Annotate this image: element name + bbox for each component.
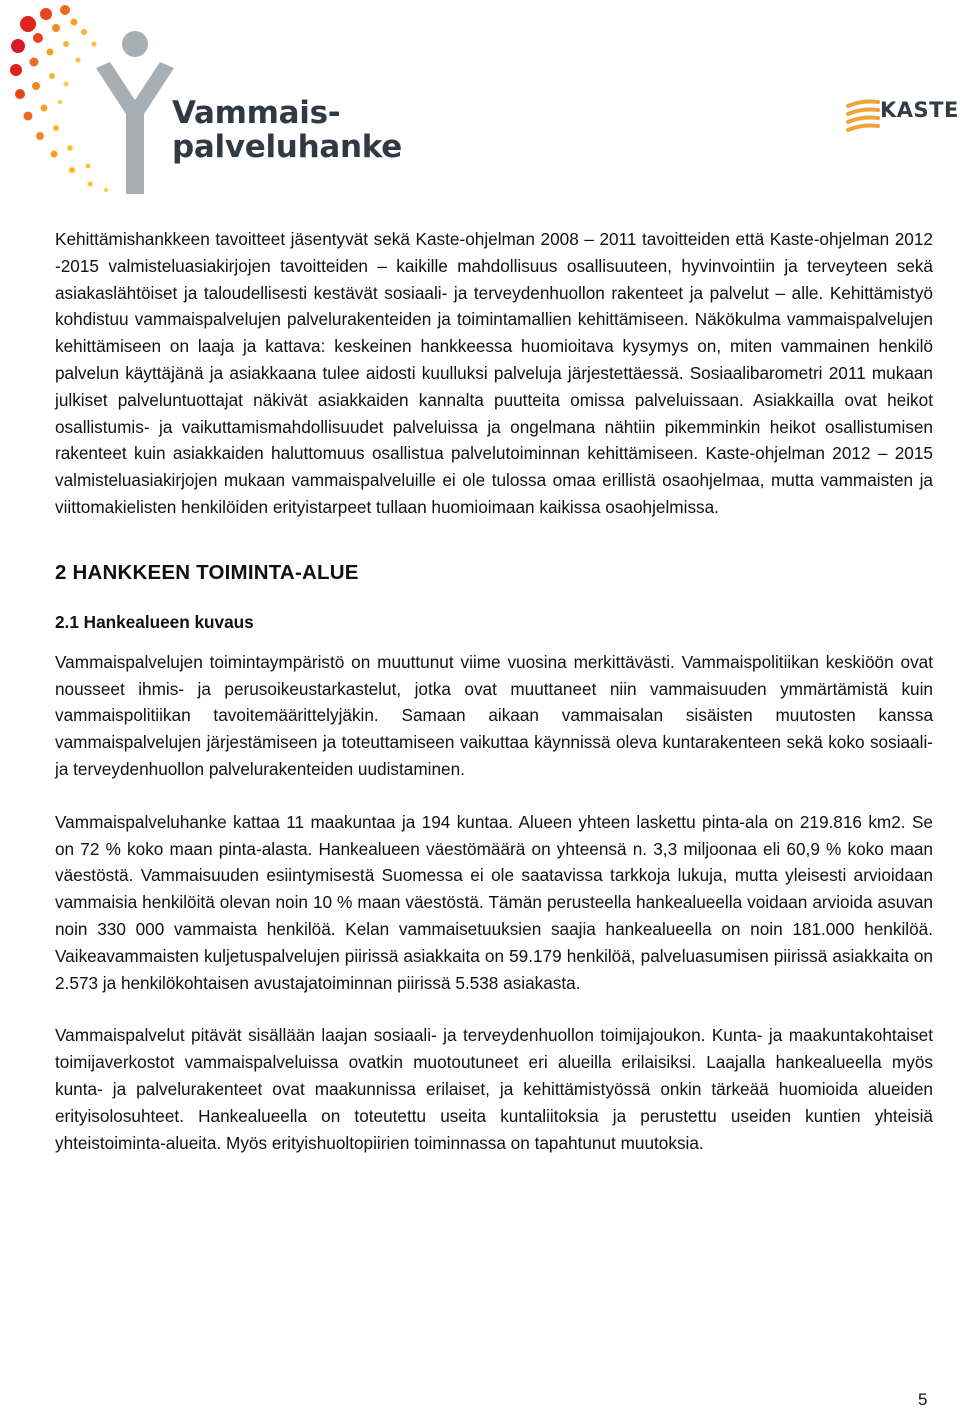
page-header (0, 0, 960, 200)
logo-line2: palveluhanke (172, 129, 402, 165)
kaste-logo (846, 96, 960, 136)
kaste-stripes-icon (846, 96, 880, 136)
section-heading: 2 HANKKEEN TOIMINTA-ALUE (55, 560, 359, 584)
document-body (55, 226, 933, 1156)
subsection-heading: 2.1 Hankealueen kuvaus (55, 611, 254, 632)
kaste-wordmark: KASTE (880, 98, 959, 122)
logo-person-icon (96, 31, 174, 194)
body-paragraph-2: Vammaispalveluhanke kattaa 11 maakuntaa ja 194 kuntaa. Alueen yhteen laskettu pinta-ala on 219.816 km2. Se on 72 % koko maan pinta-alasta. Hankealueen väestömäärä on yhteensä n. 3,3 miljoonaa eli 60,9 % koko maan väestöstä. Vammaisuuden esiintymisestä Suomessa ei ole saatavissa tarkkoja lukuja, mutta yleisesti arvioidaan vammaisia henkilöitä olevan noin 10 % maan väestöstä. Tämän perusteella hankealueella voidaan arvioida asuvan noin 330 000 vammaista henkilöä. Kelan vammaisetuuksien saajia hankealueella on noin 181.000 henkilöä. Vaikeavammaisten kuljetuspalvelujen piirissä asiakkaita on 59.179 henkilöä, palveluasumisen piirissä asiakkaita on 2.573 ja henkilökohtaisen avustajatoiminnan piirissä 5.538 asiakasta. (55, 811, 933, 993)
body-paragraph-3: Vammaispalvelut pitävät sisällään laajan sosiaali- ja terveydenhuollon toimijajoukon. Kunta- ja maakuntakohtaiset toimijaverkostot vammaispalveluissa ovatkin muotoutuneet eri alueilla erilaisiksi. Laajalla hankealueella myös kunta- ja palvelurakenteet ovat maakunnissa erilaiset, ja kehittämistyössä onkin tärkeää huomioida alueiden erityisolosuhteet. Hankealueella on toteutettu useita kuntaliitoksia ja perustettu useiden kuntien yhteisiä yhteistoiminta-alueita. Myös erityishuoltopiirien toiminnassa on tapahtunut muutoksia. (55, 1025, 933, 1153)
page-number: 5 (918, 1390, 928, 1409)
intro-paragraph: Kehittämishankkeen tavoitteet jäsentyvät sekä Kaste-ohjelman 2008 – 2011 tavoitteiden että Kaste-ohjelman 2012 -2015 valmisteluasiakirjojen tavoitteiden – kaikille mahdollisuus osallisuuteen, hyvinvointiin ja terveyteen sekä asiakaslähtöiset ja taloudellisesti kestävät sosiaali- ja terveydenhuollon rakenteet ja palvelut – alle. Kehittämistyö kohdistuu vammaispalvelujen palvelurakenteiden ja toimintamallien kehittämiseen. Näkökulma vammaispalvelujen kehittämiseen on laaja ja kattava: keskeinen hankkeessa huomioitava kysymys on, miten vammainen henkilö palvelun käyttäjänä ja asiakkaana tulee aidosti kuulluksi palveluja järjestettäessä. Sosiaalibarometri 2011 mukaan julkiset palveluntuottajat näkivät asiakkaiden kannalta puutteita omissa palveluissaan. Asiakkailla ovat heikot osallistumis- ja vaikuttamismahdollisuudet palveluissa ja ongelmana nähtiin pikemminkin heikot osallistumisen rakenteet kuin asiakkaiden haluttomuus osallistua palvelutoiminnan kehittämiseen. Kaste-ohjelman 2012 – 2015 valmisteluasiakirjojen mukaan vammaispalveluille ei ole tulossa omaa erillistä osaohjelmaa, mutta vammaisten ja viittomakielisten henkilöiden erityistarpeet tullaan huomioimaan kaikissa osaohjelmissa. (55, 229, 933, 517)
logo-dots-icon (10, 5, 108, 192)
vammaispalveluhanke-logo (10, 4, 410, 200)
body-paragraph-1: Vammaispalvelujen toimintaympäristö on muuttunut viime vuosina merkittävästi. Vammaispolitiikan keskiöön ovat nousseet ihmis- ja perusoikeustarkastelut, jotka ovat muuttaneet niin vammaisuuden ymmärtämistä kuin vammaispolitiikan tavoitemäärittelyjäkin. Samaan aikaan vammaisalan sisäisten muutosten kanssa vammaispalvelujen järjestämiseen ja toteuttamiseen vaikuttaa käynnissä oleva kuntarakenteen sekä koko sosiaali- ja terveydenhuollon palvelurakenteiden uudistaminen. (55, 651, 933, 779)
logo-line1: Vammais- (172, 95, 341, 131)
logo-wordmark (172, 96, 402, 164)
